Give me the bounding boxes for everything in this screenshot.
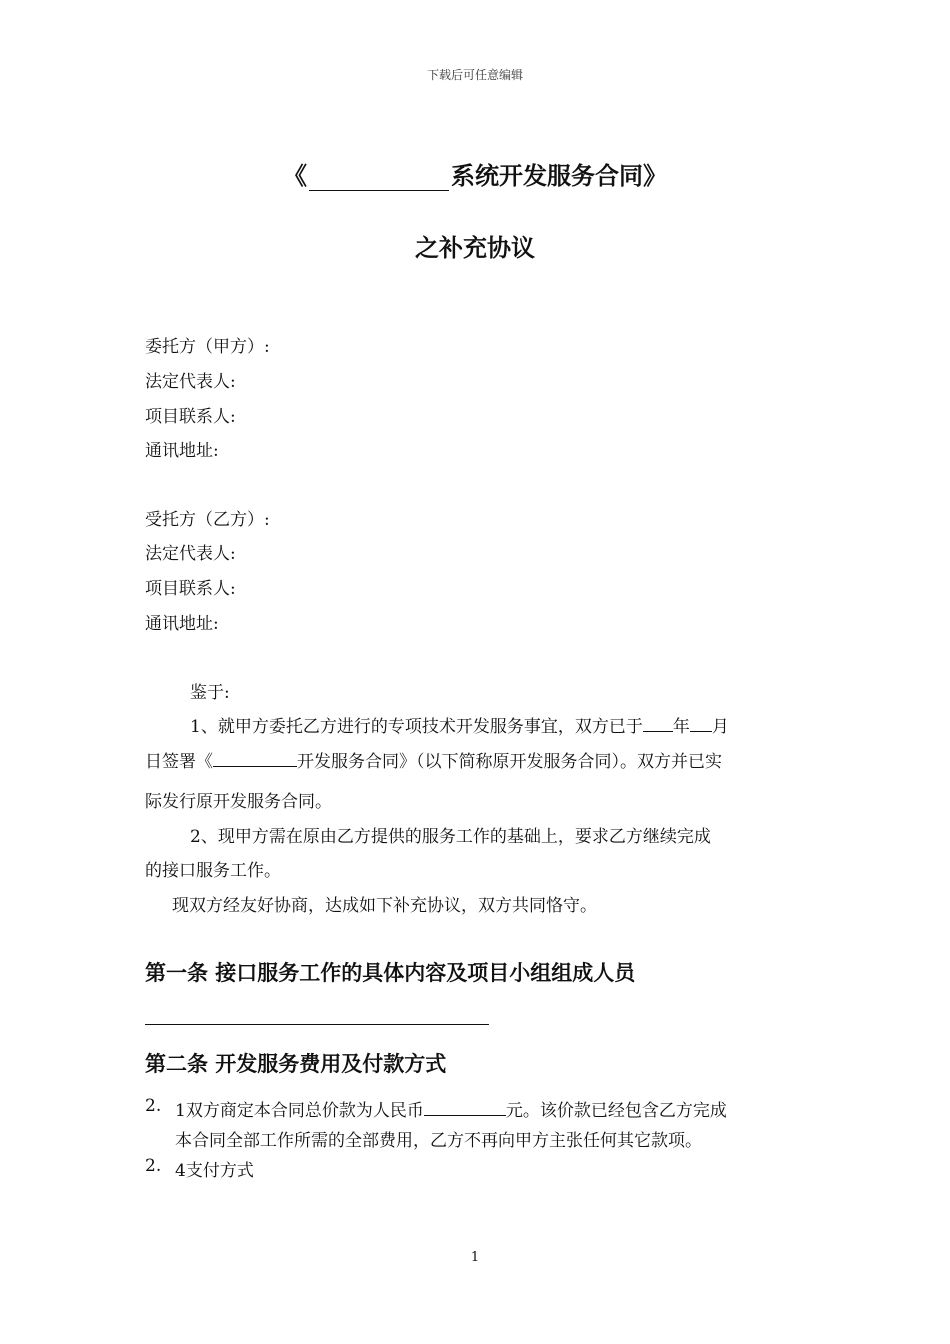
year-blank [643,713,673,732]
recital-1-line-3: 际发行原开发服务合同。 [145,792,332,812]
page-number: 1 [470,1250,480,1265]
price-blank [424,1097,506,1116]
title-blank [309,164,449,191]
clause-2-4-number: 2. [145,1156,162,1176]
recital-1-line-2: 日签署《 开发服务合同》（以下简称原开发服务合同）。双方并已实 [145,747,722,772]
party-a-address: 通讯地址: [145,441,219,461]
title-prefix: 《 [283,161,307,190]
party-b-label: 受托方（乙方）: [145,510,270,530]
clause-2-1-number: 2. [145,1096,162,1116]
clause-2-1-line-2: 本合同全部工作所需的全部费用，乙方不再向甲方主张任何其它款项。 [175,1131,702,1151]
contract-title [0,156,950,191]
contract-subtitle: 之补充协议 [415,233,535,262]
agreement-statement: 现双方经友好协商，达成如下补充协议，双方共同恪守。 [172,896,597,916]
article-2-title: 第二条 开发服务费用及付款方式 [145,1051,447,1076]
party-a-rep: 法定代表人: [145,372,236,392]
recital-2-line-1: 2、现甲方需在原由乙方提供的服务工作的基础上，要求乙方继续完成 [190,827,711,847]
article-1-title: 第一条 接口服务工作的具体内容及项目小组组成人员 [145,960,636,985]
whereas-label: 鉴于: [190,683,230,703]
clause-2-4: 4支付方式 [175,1161,254,1181]
recital-2-line-2: 的接口服务工作。 [145,861,281,881]
article-1-underline [145,1024,489,1025]
party-b-address: 通讯地址: [145,614,219,634]
page-header: 下载后可任意编辑 [426,68,523,82]
contract-name-blank [213,748,297,767]
recital-1-line-1: 1、就甲方委托乙方进行的专项技术开发服务事宜，双方已于 年 月 [190,712,729,737]
clause-2-1-line-1: 1双方商定本合同总价款为人民币 元。该价款已经包含乙方完成 [175,1096,727,1121]
party-b-contact: 项目联系人: [145,579,236,599]
month-blank [690,713,712,732]
party-a-label: 委托方（甲方）: [145,337,270,357]
party-b-rep: 法定代表人: [145,544,236,564]
title-suffix: 系统开发服务合同》 [451,161,667,190]
party-a-contact: 项目联系人: [145,407,236,427]
